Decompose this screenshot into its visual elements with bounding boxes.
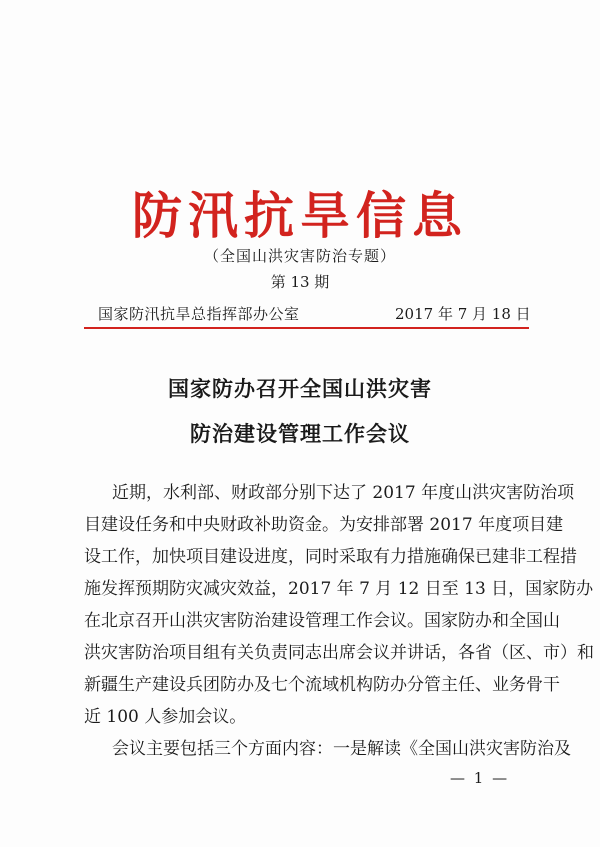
body-line: 近期，水利部、财政部分别下达了 2017 年度山洪灾害防治项 xyxy=(112,483,575,503)
header-divider xyxy=(84,327,529,329)
body-line: 新疆生产建设兵团防办及七个流域机构防办分管主任、业务骨干 xyxy=(84,675,560,695)
body-line: 在北京召开山洪灾害防治建设管理工作会议。国家防办和全国山 xyxy=(84,611,560,631)
body-line: 施发挥预期防灾减灾效益，2017 年 7 月 12 日至 13 日，国家防办 xyxy=(84,579,594,599)
body-line: 洪灾害防治项目组有关负责同志出席会议并讲话，各省（区、市）和 xyxy=(84,643,594,663)
body-line: 会议主要包括三个方面内容：一是解读《全国山洪灾害防治及 xyxy=(112,739,571,759)
issue-number: 第 13 期 xyxy=(270,273,330,291)
article-title-line-2: 防治建设管理工作会议 xyxy=(190,421,410,446)
body-line: 近 100 人参加会议。 xyxy=(84,707,247,727)
body-line: 目建设任务和中央财政补助资金。为安排部署 2017 年度项目建 xyxy=(84,515,564,535)
issue-date: 2017 年 7 月 18 日 xyxy=(395,305,531,323)
page-number: — 1 — xyxy=(450,769,510,787)
special-topic-subtitle: （全国山洪灾害防治专题） xyxy=(203,247,396,265)
masthead-title: 防汛抗旱信息 xyxy=(132,186,468,245)
issuing-office: 国家防汛抗旱总指挥部办公室 xyxy=(98,305,300,323)
article-title-line-1: 国家防办召开全国山洪灾害 xyxy=(168,376,432,401)
body-line: 设工作，加快项目建设进度，同时采取有力措施确保已建非工程措 xyxy=(84,547,577,567)
